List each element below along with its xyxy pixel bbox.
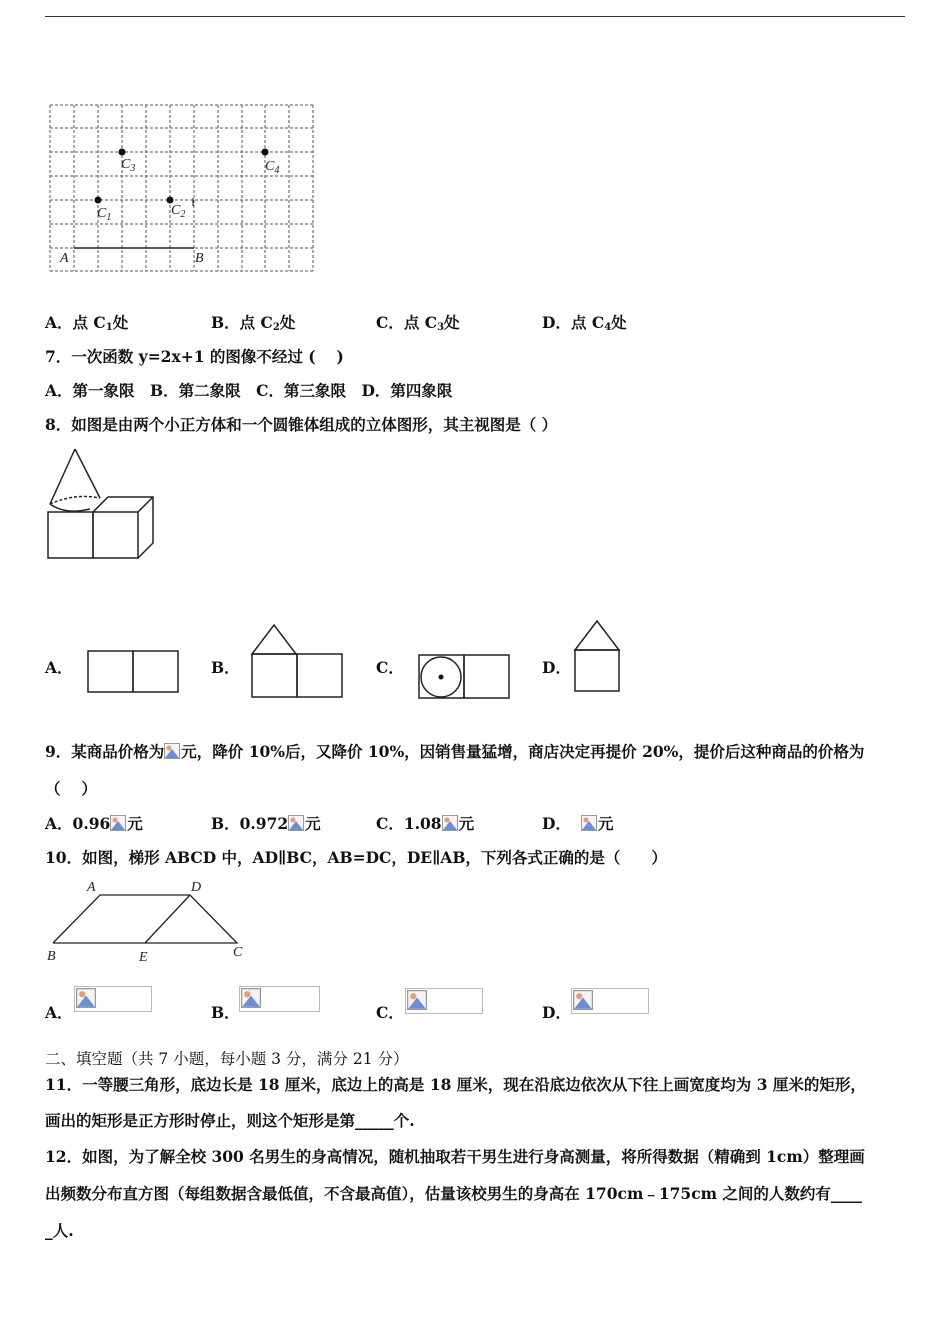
formula-image-icon (288, 815, 304, 831)
q6-option-b[interactable]: B．点 $C_2$处 (211, 313, 296, 333)
header-rule (45, 16, 905, 17)
formula-image-icon (164, 743, 180, 759)
q10-option-b-formula[interactable] (239, 986, 320, 1012)
q11-line2: 画出的矩形是正方形时停止，则这个矩形是第_____个. (45, 1111, 415, 1130)
q12-line1: 12．如图，为了解全校 300 名男生的身高情况，随机抽取若干男生进行身高测量，将所得数据（精确到 1cm）整理画 (45, 1147, 865, 1166)
label-c1: $C_1$ (97, 206, 112, 223)
answer-blank[interactable]: _____ (355, 1111, 394, 1130)
q6-option-a[interactable]: A．点 $C_1$处 (45, 313, 129, 333)
formula-image-icon (110, 815, 126, 831)
q8-option-b-figure[interactable] (245, 620, 365, 702)
label-a: A (60, 251, 69, 266)
q6-grid-figure (45, 100, 320, 278)
q11-line1: 11．一等腰三角形，底边长是 18 厘米，底边上的高是 18 厘米，现在沿底边依次从下往上画宽度均为 3 厘米的矩形， (45, 1075, 866, 1094)
q12-line3: _人. (45, 1221, 74, 1240)
formula-image-icon (581, 815, 597, 831)
label-d: D (191, 880, 202, 895)
q8-option-b-letter[interactable]: B． (211, 658, 240, 677)
q9-option-c[interactable]: C．1.08 元 (376, 814, 475, 833)
q8-option-a-letter[interactable]: A． (45, 658, 73, 677)
q7-stem: 7．一次函数 y=2x+1 的图像不经过 ( ) (45, 347, 344, 366)
formula-image-icon (442, 815, 458, 831)
q10-option-c-formula[interactable] (405, 988, 483, 1014)
q8-option-d-letter[interactable]: D． (542, 658, 571, 677)
label-a: A (87, 880, 96, 895)
q8-stem: 8．如图是由两个小正方体和一个圆锥体组成的立体图形，其主视图是（ ） (45, 415, 558, 434)
label-c: C (233, 945, 243, 960)
q8-option-c-letter[interactable]: C． (376, 658, 404, 677)
q10-option-c-letter[interactable]: C． (376, 1003, 404, 1022)
label-b: B (47, 949, 56, 964)
q8-option-d-figure[interactable] (570, 618, 630, 694)
formula-image-icon (76, 988, 96, 1008)
q10-option-a-letter[interactable]: A． (45, 1003, 73, 1022)
q8-option-c-figure[interactable] (413, 650, 513, 702)
q9-option-a[interactable]: A．0.96 元 (45, 814, 143, 833)
q10-stem: 10．如图，梯形 ABCD 中，AD∥BC，AB=DC，DE∥AB，下列各式正确的是（ ） (45, 848, 667, 867)
q10-trapezoid-figure (45, 875, 250, 967)
q9-stem-line2: （ ） (45, 779, 97, 798)
label-c3: $C_3$ (121, 157, 136, 174)
formula-image-icon (241, 988, 261, 1008)
label-b: B (195, 251, 204, 266)
formula-image-icon (573, 990, 593, 1010)
q6-option-c[interactable]: C．点 $C_3$处 (376, 313, 460, 333)
q10-option-a-formula[interactable] (74, 986, 152, 1012)
label-c2: $C_2$ (171, 203, 186, 220)
q10-option-b-letter[interactable]: B． (211, 1003, 240, 1022)
q10-option-d-letter[interactable]: D． (542, 1003, 571, 1022)
q9-option-d[interactable]: D． 元 (542, 814, 614, 833)
label-c4: $C_4$ (265, 159, 280, 176)
q9-stem: 9．某商品价格为 元，降价 10%后，又降价 10%，因销售量猛增，商店决定再提价 20%，提价后这种商品的价格为 (45, 742, 865, 761)
section-heading: 二、填空题（共 7 小题，每小题 3 分，满分 21 分） (45, 1050, 409, 1068)
q7-options[interactable]: A．第一象限 B．第二象限 C．第三象限 D．第四象限 (45, 381, 453, 400)
formula-image-icon (407, 990, 427, 1010)
q9-option-b[interactable]: B．0.972 元 (211, 814, 321, 833)
label-e: E (139, 950, 148, 965)
q8-solid-figure (45, 445, 160, 565)
q6-option-d[interactable]: D．点 $C_4$处 (542, 313, 627, 333)
q10-option-d-formula[interactable] (571, 988, 649, 1014)
q8-option-a-figure[interactable] (70, 645, 185, 697)
q12-line2: 出频数分布直方图（每组数据含最低值，不含最高值），估量该校男生的身高在 170cm﹣175cm 之间的人数约有____ (45, 1184, 862, 1203)
